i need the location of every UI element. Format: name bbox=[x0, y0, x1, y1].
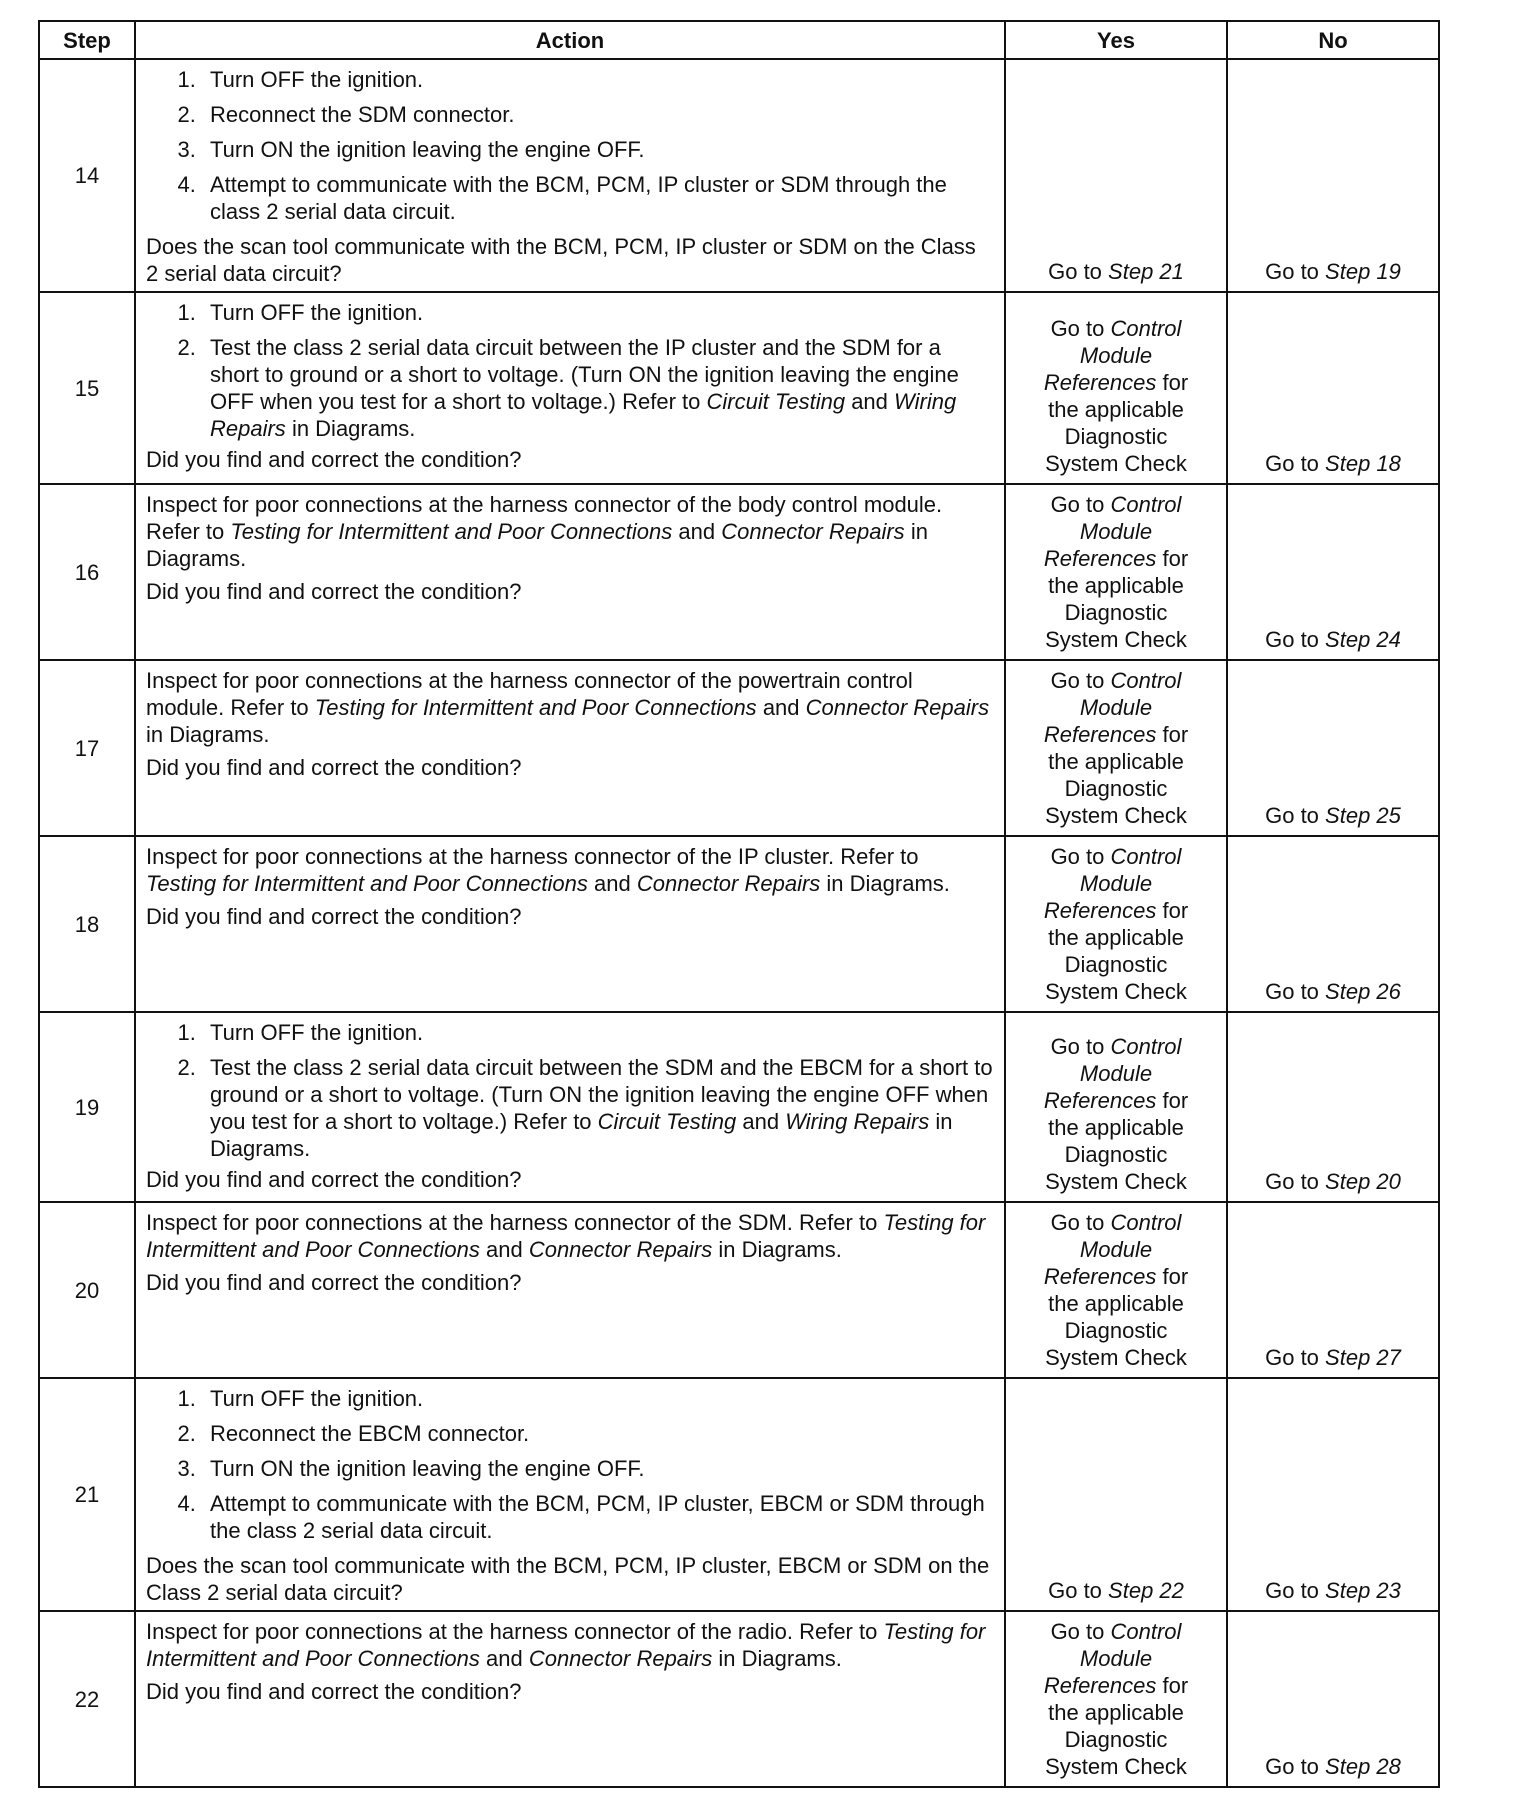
go-to-label: Go to bbox=[1050, 492, 1105, 517]
applicable-text: the applicable bbox=[1048, 573, 1184, 598]
action-step: 1. Turn OFF the ignition. bbox=[202, 1385, 994, 1412]
applicable-text: the applicable bbox=[1048, 397, 1184, 422]
for-text: for bbox=[1162, 722, 1189, 747]
in-diagrams: in Diagrams. bbox=[291, 416, 416, 441]
in-diagrams: in Diagrams. bbox=[146, 722, 270, 747]
yes-cell bbox=[1005, 1611, 1227, 1787]
applicable-text: the applicable bbox=[1048, 1115, 1184, 1140]
ref-wiring-repairs: Wiring Repairs bbox=[785, 1109, 930, 1134]
references-text: References bbox=[1043, 1088, 1157, 1113]
go-to-label: Go to bbox=[1265, 803, 1319, 828]
step-number: 16 bbox=[39, 484, 135, 660]
step-number: 15 bbox=[39, 292, 135, 484]
action-question: Did you find and correct the condition? bbox=[146, 904, 522, 929]
no-step-ref: Step 24 bbox=[1325, 627, 1401, 652]
module-text: Module bbox=[1079, 519, 1153, 544]
yes-cell bbox=[1005, 59, 1227, 292]
ref-testing: Testing for Intermittent and Poor Connections bbox=[314, 695, 757, 720]
step-number: 17 bbox=[39, 660, 135, 836]
action-cell bbox=[135, 59, 1005, 292]
yes-step-ref: Step 21 bbox=[1108, 259, 1184, 284]
table-row bbox=[39, 1012, 1439, 1202]
action-text: Inspect for poor connections at the harness connector of the powertrain control module. bbox=[146, 668, 913, 720]
go-to-label: Go to bbox=[1050, 1034, 1105, 1059]
module-text: Module bbox=[1079, 343, 1153, 368]
no-cell bbox=[1227, 836, 1439, 1012]
ref-testing: Testing for Intermittent and Poor Connections bbox=[146, 871, 588, 896]
step-number: 22 bbox=[39, 1611, 135, 1787]
ref-connector-repairs: Connector Repairs bbox=[528, 1237, 713, 1262]
yes-step-ref: Step 22 bbox=[1108, 1578, 1184, 1603]
in-diagrams: in Diagrams. bbox=[718, 1646, 842, 1671]
action-paragraph bbox=[146, 843, 994, 897]
table-row bbox=[39, 1202, 1439, 1378]
action-cell bbox=[135, 1012, 1005, 1202]
applicable-text: the applicable bbox=[1048, 1291, 1184, 1316]
ref-connector-repairs: Connector Repairs bbox=[528, 1646, 713, 1671]
control-module-ref bbox=[1012, 667, 1220, 829]
action-cell bbox=[135, 292, 1005, 484]
yes-cell bbox=[1005, 1012, 1227, 1202]
refer-to: Refer to bbox=[146, 519, 225, 544]
refer-to: Refer to bbox=[622, 389, 701, 414]
no-step-ref: Step 18 bbox=[1325, 451, 1401, 476]
control-module-ref bbox=[1012, 843, 1220, 1005]
step-number: 14 bbox=[39, 59, 135, 292]
no-cell bbox=[1227, 292, 1439, 484]
control-module-ref bbox=[1012, 1033, 1220, 1195]
table-row bbox=[39, 1611, 1439, 1787]
and-text: and bbox=[594, 871, 631, 896]
control-module-ref bbox=[1012, 315, 1220, 477]
action-step bbox=[202, 334, 994, 442]
header-step: Step bbox=[39, 21, 135, 59]
no-step-ref: Step 26 bbox=[1325, 979, 1401, 1004]
no-cell bbox=[1227, 1378, 1439, 1611]
step-number: 20 bbox=[39, 1202, 135, 1378]
action-text: Inspect for poor connections at the harness connector of the IP cluster. bbox=[146, 844, 835, 869]
refer-to: Refer to bbox=[799, 1619, 878, 1644]
go-to-label: Go to bbox=[1265, 979, 1319, 1004]
action-paragraph bbox=[146, 1618, 994, 1672]
action-text: Inspect for poor connections at the harness connector of the SDM. bbox=[146, 1210, 793, 1235]
header-action: Action bbox=[135, 21, 1005, 59]
control-text: Control bbox=[1110, 492, 1182, 517]
control-text: Control bbox=[1110, 1034, 1182, 1059]
go-to-label: Go to bbox=[1265, 1754, 1319, 1779]
action-step: 2. Reconnect the EBCM connector. bbox=[202, 1420, 994, 1447]
action-step: 1. Turn OFF the ignition. bbox=[202, 299, 994, 326]
applicable-text: the applicable bbox=[1048, 1700, 1184, 1725]
action-cell bbox=[135, 1378, 1005, 1611]
action-question: Did you find and correct the condition? bbox=[146, 755, 522, 780]
action-step: 3. Turn ON the ignition leaving the engine OFF. bbox=[202, 136, 994, 163]
table-row bbox=[39, 484, 1439, 660]
no-step-ref: Step 20 bbox=[1325, 1169, 1401, 1194]
references-text: References bbox=[1043, 1264, 1157, 1289]
ref-connector-repairs: Connector Repairs bbox=[805, 695, 990, 720]
no-cell bbox=[1227, 660, 1439, 836]
go-to-label: Go to bbox=[1050, 316, 1105, 341]
go-to-label: Go to bbox=[1265, 259, 1319, 284]
go-to-label: Go to bbox=[1050, 1619, 1105, 1644]
system-check-text: System Check bbox=[1045, 1345, 1187, 1370]
action-step: 1. Turn OFF the ignition. bbox=[202, 66, 994, 93]
refer-to: Refer to bbox=[513, 1109, 592, 1134]
no-step-ref: Step 28 bbox=[1325, 1754, 1401, 1779]
for-text: for bbox=[1162, 1264, 1189, 1289]
ref-circuit-testing: Circuit Testing bbox=[597, 1109, 737, 1134]
in-diagrams: in Diagrams. bbox=[210, 1109, 953, 1161]
action-paragraph bbox=[146, 491, 994, 572]
action-steps bbox=[146, 299, 994, 442]
go-to-label: Go to bbox=[1050, 668, 1105, 693]
ref-testing: Testing for Intermittent and Poor Connections bbox=[146, 1619, 986, 1671]
table-row bbox=[39, 836, 1439, 1012]
ref-circuit-testing: Circuit Testing bbox=[706, 389, 846, 414]
diagnostic-text: Diagnostic bbox=[1064, 1142, 1168, 1167]
control-text: Control bbox=[1110, 1619, 1182, 1644]
and-text: and bbox=[678, 519, 716, 544]
table-row bbox=[39, 1378, 1439, 1611]
go-to-label: Go to bbox=[1265, 451, 1319, 476]
action-step bbox=[202, 1054, 994, 1162]
action-text: Inspect for poor connections at the harness connector of the body control module. bbox=[146, 492, 943, 517]
action-question: Did you find and correct the condition? bbox=[146, 1167, 522, 1192]
action-question: Did you find and correct the condition? bbox=[146, 1270, 522, 1295]
no-step-ref: Step 25 bbox=[1325, 803, 1401, 828]
control-text: Control bbox=[1110, 844, 1182, 869]
for-text: for bbox=[1162, 546, 1189, 571]
refer-to: Refer to bbox=[230, 695, 309, 720]
control-text: Control bbox=[1110, 668, 1182, 693]
action-question: Did you find and correct the condition? bbox=[146, 447, 522, 472]
ref-connector-repairs: Connector Repairs bbox=[636, 871, 821, 896]
action-steps bbox=[146, 66, 994, 225]
action-step: 2. Reconnect the SDM connector. bbox=[202, 101, 994, 128]
ref-connector-repairs: Connector Repairs bbox=[721, 519, 905, 544]
action-steps bbox=[146, 1385, 994, 1544]
step-number: 18 bbox=[39, 836, 135, 1012]
no-cell bbox=[1227, 1202, 1439, 1378]
yes-cell bbox=[1005, 1378, 1227, 1611]
refer-to: Refer to bbox=[840, 844, 919, 869]
refer-to: Refer to bbox=[799, 1210, 878, 1235]
action-cell bbox=[135, 1611, 1005, 1787]
diagnostic-text: Diagnostic bbox=[1064, 600, 1168, 625]
header-no: No bbox=[1227, 21, 1439, 59]
go-to-label: Go to bbox=[1050, 844, 1105, 869]
action-question: Does the scan tool communicate with the BCM, PCM, IP cluster or SDM on the Class 2 serial data circuit? bbox=[146, 234, 976, 286]
no-step-ref: Step 19 bbox=[1325, 259, 1401, 284]
and-text: and bbox=[485, 1237, 523, 1262]
module-text: Module bbox=[1079, 871, 1153, 896]
ref-testing: Testing for Intermittent and Poor Connections bbox=[146, 1210, 986, 1262]
yes-cell bbox=[1005, 292, 1227, 484]
no-cell bbox=[1227, 484, 1439, 660]
system-check-text: System Check bbox=[1045, 451, 1187, 476]
and-text: and bbox=[742, 1109, 780, 1134]
and-text: and bbox=[485, 1646, 523, 1671]
yes-cell bbox=[1005, 660, 1227, 836]
go-to-label: Go to bbox=[1265, 627, 1319, 652]
control-module-ref bbox=[1012, 491, 1220, 653]
yes-cell bbox=[1005, 484, 1227, 660]
action-cell bbox=[135, 484, 1005, 660]
action-question: Did you find and correct the condition? bbox=[146, 1679, 522, 1704]
table-row bbox=[39, 292, 1439, 484]
action-paragraph bbox=[146, 667, 994, 748]
no-cell bbox=[1227, 1611, 1439, 1787]
step-number: 21 bbox=[39, 1378, 135, 1611]
system-check-text: System Check bbox=[1045, 1754, 1187, 1779]
for-text: for bbox=[1162, 370, 1189, 395]
action-paragraph bbox=[146, 1209, 994, 1263]
system-check-text: System Check bbox=[1045, 979, 1187, 1004]
applicable-text: the applicable bbox=[1048, 749, 1184, 774]
no-cell bbox=[1227, 59, 1439, 292]
and-text: and bbox=[762, 695, 800, 720]
references-text: References bbox=[1043, 722, 1157, 747]
ref-testing: Testing for Intermittent and Poor Connections bbox=[230, 519, 673, 544]
step-number: 19 bbox=[39, 1012, 135, 1202]
in-diagrams: in Diagrams. bbox=[718, 1237, 842, 1262]
action-step-text: Test the class 2 serial data circuit between the SDM and the EBCM for a short to ground or a short to voltage. (Turn ON the ignition leaving the engine OFF when you test for a short to voltage.) bbox=[210, 1055, 993, 1134]
diagnostic-table bbox=[38, 20, 1440, 1788]
control-module-ref bbox=[1012, 1209, 1220, 1371]
action-question: Did you find and correct the condition? bbox=[146, 579, 522, 604]
go-to-label: Go to bbox=[1265, 1169, 1319, 1194]
control-module-ref bbox=[1012, 1618, 1220, 1780]
module-text: Module bbox=[1079, 1237, 1153, 1262]
header-yes: Yes bbox=[1005, 21, 1227, 59]
module-text: Module bbox=[1079, 1061, 1153, 1086]
module-text: Module bbox=[1079, 1646, 1153, 1671]
references-text: References bbox=[1043, 1673, 1157, 1698]
system-check-text: System Check bbox=[1045, 1169, 1187, 1194]
action-step: 1. Turn OFF the ignition. bbox=[202, 1019, 994, 1046]
references-text: References bbox=[1043, 370, 1157, 395]
for-text: for bbox=[1162, 898, 1189, 923]
diagnostic-text: Diagnostic bbox=[1064, 1318, 1168, 1343]
control-text: Control bbox=[1110, 1210, 1182, 1235]
yes-cell bbox=[1005, 836, 1227, 1012]
diagnostic-text: Diagnostic bbox=[1064, 1727, 1168, 1752]
diagnostic-text: Diagnostic bbox=[1064, 776, 1168, 801]
references-text: References bbox=[1043, 898, 1157, 923]
action-question: Does the scan tool communicate with the BCM, PCM, IP cluster, EBCM or SDM on the Class 2 serial data circuit? bbox=[146, 1553, 990, 1605]
action-step: 4. Attempt to communicate with the BCM, PCM, IP cluster or SDM through the class 2 serial data circuit. bbox=[202, 171, 994, 225]
action-step: 3. Turn ON the ignition leaving the engine OFF. bbox=[202, 1455, 994, 1482]
no-step-ref: Step 23 bbox=[1325, 1578, 1401, 1603]
and-text: and bbox=[851, 389, 888, 414]
action-cell bbox=[135, 1202, 1005, 1378]
go-to-label: Go to bbox=[1265, 1345, 1319, 1370]
table-row bbox=[39, 59, 1439, 292]
for-text: for bbox=[1162, 1673, 1189, 1698]
ref-wiring-repairs: Wiring Repairs bbox=[210, 389, 957, 441]
for-text: for bbox=[1162, 1088, 1189, 1113]
in-diagrams: in Diagrams. bbox=[146, 519, 928, 571]
no-cell bbox=[1227, 1012, 1439, 1202]
action-step-text: Test the class 2 serial data circuit between the IP cluster and the SDM for a short to ground or a short to voltage. (Turn ON the ignition leaving the engine OFF when you test for a short to voltage.) bbox=[210, 335, 959, 414]
go-to-label: Go to bbox=[1048, 259, 1102, 284]
go-to-label: Go to bbox=[1048, 1578, 1102, 1603]
references-text: References bbox=[1043, 546, 1157, 571]
action-cell bbox=[135, 836, 1005, 1012]
action-steps bbox=[146, 1019, 994, 1162]
in-diagrams: in Diagrams. bbox=[826, 871, 950, 896]
action-cell bbox=[135, 660, 1005, 836]
go-to-label: Go to bbox=[1265, 1578, 1319, 1603]
control-text: Control bbox=[1110, 316, 1182, 341]
no-step-ref: Step 27 bbox=[1325, 1345, 1401, 1370]
go-to-label: Go to bbox=[1050, 1210, 1105, 1235]
system-check-text: System Check bbox=[1045, 627, 1187, 652]
yes-cell bbox=[1005, 1202, 1227, 1378]
module-text: Module bbox=[1079, 695, 1153, 720]
action-text: Inspect for poor connections at the harness connector of the radio. bbox=[146, 1619, 793, 1644]
table-row bbox=[39, 660, 1439, 836]
diagnostic-text: Diagnostic bbox=[1064, 952, 1168, 977]
system-check-text: System Check bbox=[1045, 803, 1187, 828]
action-step: 4. Attempt to communicate with the BCM, PCM, IP cluster, EBCM or SDM through the class 2 serial data circuit. bbox=[202, 1490, 994, 1544]
diagnostic-text: Diagnostic bbox=[1064, 424, 1168, 449]
applicable-text: the applicable bbox=[1048, 925, 1184, 950]
header-row bbox=[39, 21, 1439, 59]
